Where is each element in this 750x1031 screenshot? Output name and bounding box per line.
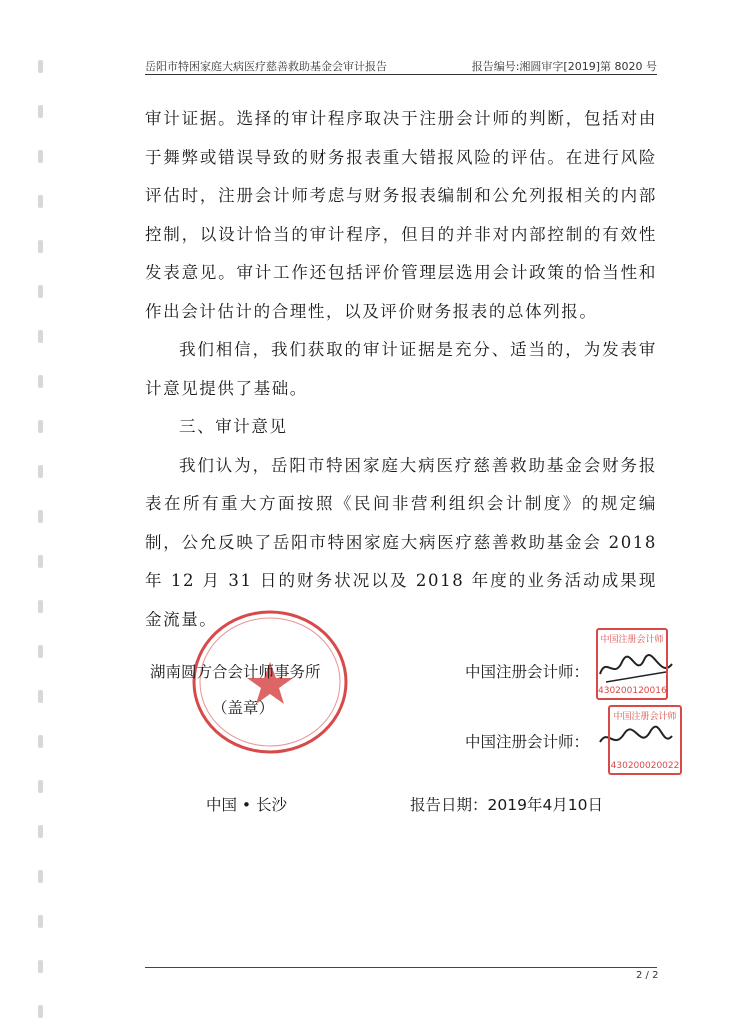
header-divider xyxy=(145,74,657,75)
paragraph-opinion: 我们认为，岳阳市特困家庭大病医疗慈善救助基金会财务报表在所有重大方面按照《民间非营利组织会计制度》的规定编制，公允反映了岳阳市特困家庭大病医疗慈善救助基金会 2018 年 12 月 31 日的财务状况以及 2018 年度的业务活动成果现金流量。 xyxy=(145,455,657,629)
report-number: 报告编号:湘圆审字[2019]第 8020 号 xyxy=(471,60,657,73)
cpa-stamp-2-title: 中国注册会计师 xyxy=(613,712,677,722)
page-number: 2 / 2 xyxy=(636,970,659,981)
cpa-stamp-1-title: 中国注册会计师 xyxy=(600,635,664,645)
footer-divider xyxy=(145,967,657,968)
seal-note: （盖章） xyxy=(212,699,275,717)
report-body xyxy=(145,100,657,639)
location: 中国 • 长沙 xyxy=(206,796,287,814)
cpa-label-1: 中国注册会计师： xyxy=(465,663,590,681)
paragraph-belief: 我们相信，我们获取的审计证据是充分、适当的，为发表审计意见提供了基础。 xyxy=(145,340,657,398)
cpa-label-2: 中国注册会计师： xyxy=(465,733,590,751)
firm-seal xyxy=(190,608,350,756)
cpa-stamp-2 xyxy=(608,705,682,775)
paragraph-audit-evidence: 审计证据。选择的审计程序取决于注册会计师的判断，包括对由于舞弊或错误导致的财务报表重大错报风险的评估。在进行风险评估时，注册会计师考虑与财务报表编制和公允列报相关的内部控制，以设计恰当的审计程序，但目的并非对内部控制的有效性发表意见。审计工作还包括评价管理层选用会计政策的恰当性和作出会计估计的合理性，以及评价财务报表的总体列报。 xyxy=(145,109,657,321)
cpa-stamp-1 xyxy=(596,628,668,700)
header-title: 岳阳市特困家庭大病医疗慈善救助基金会审计报告 xyxy=(145,60,387,73)
cpa-stamp-1-number: 430200120016 xyxy=(598,686,667,696)
report-date: 报告日期：2019年4月10日 xyxy=(410,796,604,814)
firm-name: 湖南圆方合会计师事务所 xyxy=(150,663,321,681)
section-heading-opinion: 三、审计意见 xyxy=(179,417,288,436)
cpa-stamp-2-number: 430200020022 xyxy=(610,761,680,771)
